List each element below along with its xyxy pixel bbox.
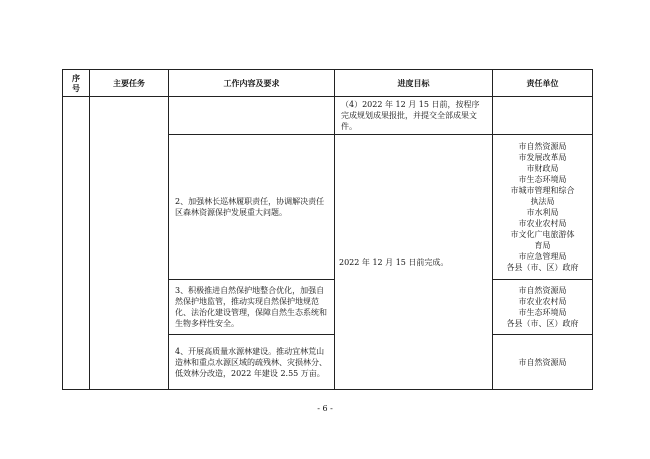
unit-name: 市文化广电旅游体 [510, 230, 575, 239]
unit-name: 市自然资源局 [518, 357, 567, 367]
responsible-unit-cell [493, 135, 593, 280]
unit-name: 市农业农村局 [518, 297, 567, 306]
work-content-cell [169, 97, 335, 135]
work-content-text: 4、开展高质量水源林建设。推动宜林荒山造林和重点水源区域的疏残林、灾损林分、低效林分改造，2022 年建设 2.55 万亩。 [175, 346, 327, 378]
work-content-text: 2、加强林长巡林履职责任，协调解决责任区森林资源保护发展重大问题。 [175, 197, 325, 217]
progress-text: （4）2022 年 12 月 15 日前，按程序完成规划成果报批，并提交全部成果文件。 [341, 100, 480, 131]
work-content-cell [169, 280, 335, 335]
responsible-unit-cell [493, 97, 593, 135]
unit-name: 市城市管理和综合 [510, 186, 575, 195]
task-table [62, 69, 593, 390]
unit-name: 育局 [534, 241, 551, 250]
unit-name: 各县（市、区）政府 [506, 263, 579, 272]
unit-name: 市自然资源局 [518, 142, 567, 151]
unit-list [496, 141, 589, 273]
main-task-cell [90, 97, 169, 390]
unit-name: 各县（市、区）政府 [506, 319, 579, 328]
work-content-cell [169, 335, 335, 390]
unit-list [496, 357, 589, 368]
page-number: - 6 - [317, 404, 333, 413]
unit-name: 市生态环境局 [518, 175, 567, 184]
unit-list [496, 285, 589, 329]
table-header-row [63, 70, 593, 97]
work-content-text: 3、积极推进自然保护地整合优化，加强自然保护地监管，推动实现自然保护地规范化、法治化建设管理，保障自然生态系统和生物多样性安全。 [175, 286, 327, 328]
unit-name: 市水利局 [526, 208, 559, 217]
unit-name: 市农业农村局 [518, 219, 567, 228]
work-content-cell [169, 135, 335, 280]
progress-cell [335, 135, 493, 390]
shared-progress-text: 2022 年 12 月 15 日前完成。 [339, 257, 449, 267]
unit-name: 市生态环境局 [518, 308, 567, 317]
serial-number-cell [63, 97, 90, 390]
header-progress-target: 进度目标 [335, 70, 493, 97]
header-serial-number: 序 号 [63, 70, 90, 97]
unit-name: 执法局 [530, 197, 555, 206]
unit-name: 市自然资源局 [518, 286, 567, 295]
table-row [63, 97, 593, 135]
responsible-unit-cell [493, 335, 593, 390]
unit-name: 市财政局 [526, 164, 559, 173]
responsible-unit-cell [493, 280, 593, 335]
unit-name: 市发展改革局 [518, 153, 567, 162]
progress-cell [335, 97, 493, 135]
header-main-task: 主要任务 [90, 70, 169, 97]
unit-name: 市应急管理局 [518, 252, 567, 261]
header-work-content: 工作内容及要求 [169, 70, 335, 97]
header-responsible-unit: 责任单位 [493, 70, 593, 97]
